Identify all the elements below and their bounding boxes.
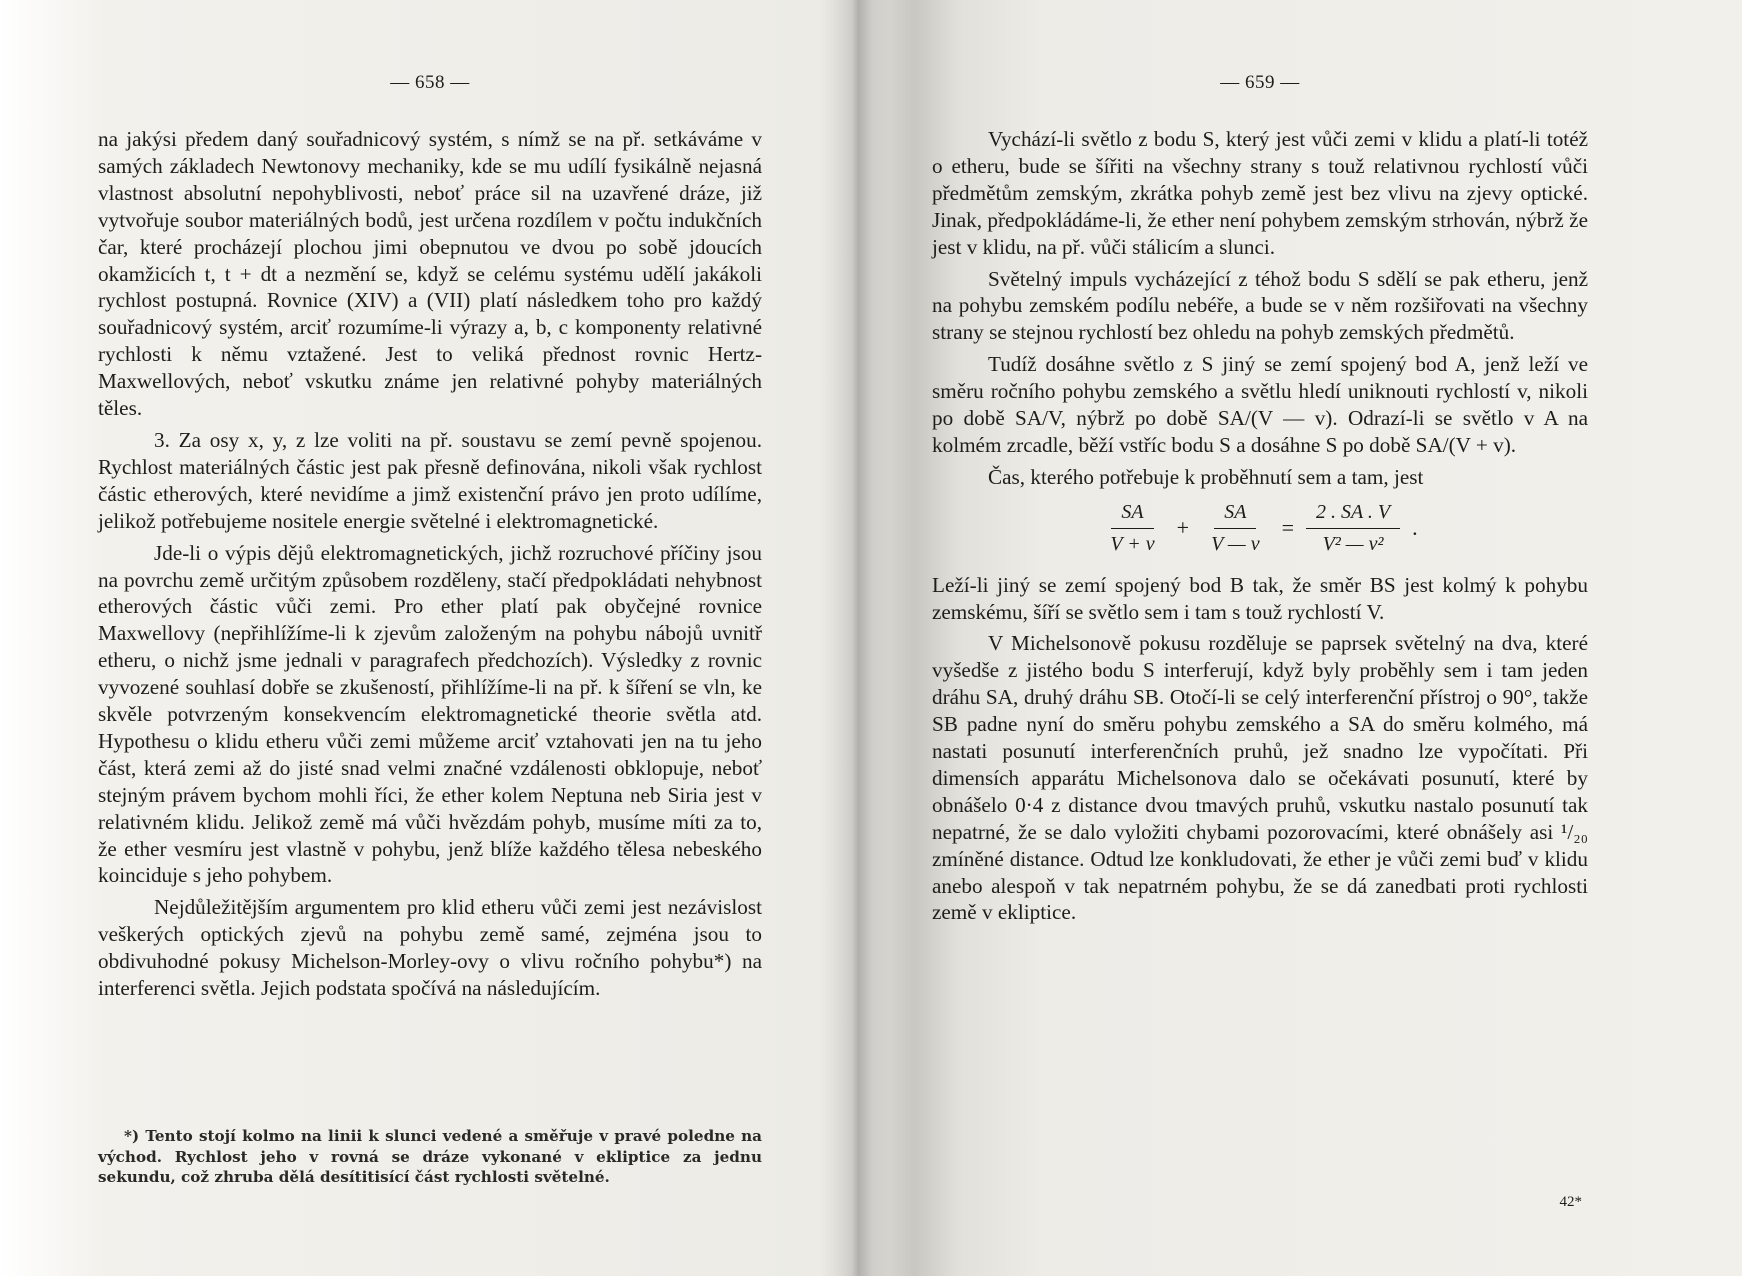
fraction	[1201, 499, 1270, 558]
paragraph: Světelný impuls vycházející z téhož bodu S sdělí se pak etheru, jenž na pohybu zemském podílu nebéře, a bude se v něm rozšiřovati na všechny strany se stejnou rychlostí bez ohledu na pohyb zemských předmětů.	[932, 266, 1588, 345]
fraction-denominator: V² — v²	[1322, 532, 1384, 555]
equation-period: .	[1412, 514, 1418, 540]
paragraph: Nejdůležitějším argumentem pro klid etheru vůči zemi jest nezávislost veškerých optických zjevů na pohybu země samé, zejména jsou to obdivuhodné pokusy Michelson-Morley-ovy o vlivu ročního pohybu*) na interferenci světla. Jejich podstata spočívá na následujícím.	[98, 895, 762, 1001]
fraction	[1100, 499, 1164, 558]
paragraph: Jde-li o výpis dějů elektromagnetických, jichž rozruchové příčiny jsou na povrchu země určitým způsobem rozděleny, stačí předpokládati nehybnost etherových částic vůči zemi. Pro ether platí pak obyčejné rovnice Maxwellovy (nepřihlížíme-li k zjevům založeným na pohybu nábojů uvnitř etheru, o nichž jsme jednali v paragrafech předchozích). Výsledky z rovnic vyvozené souhlasí dobře se zkušeností, přihlížíme-li na př. k šíření se vln, ke skvěle potvrzeným konsekvencím elektromagnetické theorie světla atd. Hypothesu o klidu etheru vůči zemi můžeme arciť vztahovati jen na tu jeho část, která zemi až do jisté snad velmi značné vzdálenosti obklopuje, neboť stejným právem bychom mohli říci, že ether kolem Neptuna neb Siria jest v relativném klidu. Jelikož země má vůči hvězdám pohyb, musíme míti za to, že ether vesmíru jest vlastně v pohybu, jenž blíže každého tělesa nebeského koinciduje s jeho pohybem.	[98, 540, 762, 888]
right-page	[932, 0, 1588, 1276]
paragraph: V Michelsonově pokusu rozděluje se paprsek světelný na dva, které vyšedše z jistého bodu S interferují, když byly proběhly sem i tam jeden dráhu SA, druhý dráhu SB. Otočí-li se celý interferenční přístroj o 90°, takže SB padne nyní do směru pohybu zemského a SA do směru kolmého, má nastati posunutí interferenčních pruhů, jež snadno lze vypočítati. Při dimensích apparátu Michelsonova dalo se očekávati posunutí, které by obnášelo 0·4 z distance dvou tmavých pruhů, vskutku nastalo posunutí tak nepatrné, že se dalo vyložiti chybami pozorovacími, které obnášely asi ¹/₂₀ zmíněné distance. Odtud lze konkludovati, že ether je vůči zemi buď v klidu anebo alespoň v tak nepatrném pohybu, že se dá zanedbati proti rychlosti země v ekliptice.	[932, 631, 1588, 925]
paragraph: 3. Za osy x, y, z lze voliti na př. soustavu se zemí pevně spojenou. Rychlost materiálných částic jest pak přesně definována, nikoli však rychlost částic etherových, které nevidíme a jimž existenční právo jen proto udílíme, jelikož potřebujeme nositele energie světelné i elektromagnetické.	[98, 427, 762, 533]
fraction-numerator: 2 . SA . V	[1306, 499, 1400, 529]
paragraph: Tudíž dosáhne světlo z S jiný se zemí spojený bod A, jenž leží ve směru ročního pohybu zemského a světlu hledí uniknouti rychlostí v, nikoli po době SA/V, nýbrž po době SA/(V — v). Odrazí-li se světlo v A na kolmém zrcadle, běží vstříc bodu S a dosáhne S po době SA/(V + v).	[932, 352, 1588, 457]
fraction-numerator: SA	[1111, 499, 1153, 529]
footnote-text: *) Tento stojí kolmo na linii k slunci vedené a směřuje v pravé poledne na východ. Rychlost jeho v rovná se dráze vykonané v ekliptice za jednu sekundu, což zhruba dělá desítitisící část rychlosti světelné.	[98, 1127, 762, 1186]
signature-mark: 42*	[1559, 1194, 1582, 1210]
plus-sign: +	[1176, 514, 1190, 540]
right-body-text	[932, 126, 1588, 926]
book-gutter	[820, 0, 890, 1276]
fraction	[1306, 499, 1400, 558]
equals-sign: =	[1281, 514, 1294, 540]
fraction-numerator: SA	[1214, 499, 1256, 529]
page-number-right: — 659 —	[1220, 72, 1300, 93]
paragraph: Čas, kterého potřebuje k proběhnutí sem a tam, jest	[988, 464, 1424, 489]
page-number-left: — 658 —	[390, 72, 470, 93]
footnote	[98, 1126, 762, 1188]
equation	[932, 499, 1588, 558]
fraction-denominator: V — v	[1211, 532, 1260, 555]
paragraph: Vychází-li světlo z bodu S, který jest vůči zemi v klidu a platí-li totéž o etheru, bude se šířiti na všechny strany s touž relativnou rychlostí vůči předmětům zemským, zkrátka pohyb země jest bez vlivu na zjevy optické. Jinak, předpokládáme-li, že ether není pohybem zemským strhován, nýbrž že jest v klidu, na př. vůči stálicím a slunci.	[932, 127, 1588, 259]
fraction-denominator: V + v	[1110, 532, 1155, 555]
left-body-text	[98, 126, 762, 1002]
left-page	[98, 0, 762, 1276]
paragraph: Leží-li jiný se zemí spojený bod B tak, že směr BS jest kolmý k pohybu zemskému, šíří se světlo sem i tam s touž rychlostí V.	[932, 572, 1588, 624]
paragraph: na jakýsi předem daný souřadnicový systém, s nímž se na př. setkáváme v samých základech Newtonovy mechaniky, kde se mu udílí fysikálně nejasná vlastnost absolutní nepohyblivosti, neboť práce sil na uzavřené dráze, již vytvořuje soubor materiálných bodů, jest určena rozdílem v počtu indukčních čar, které procházejí plochou jimi obepnutou ve dvou po sobě jdoucích okamžicích t, t + dt a nezmění se, když se celému systému udělí jakákoli rychlost postupná. Rovnice (XIV) a (VII) platí následkem toho pro každý souřadnicový systém, arciť rozumíme-li výrazy a, b, c komponenty relativné rychlosti k němu vztažené. Jest to veliká přednost rovnic Hertz-Maxwellových, neboť vskutku známe jen relativné pohyby materiálných těles.	[98, 127, 762, 421]
